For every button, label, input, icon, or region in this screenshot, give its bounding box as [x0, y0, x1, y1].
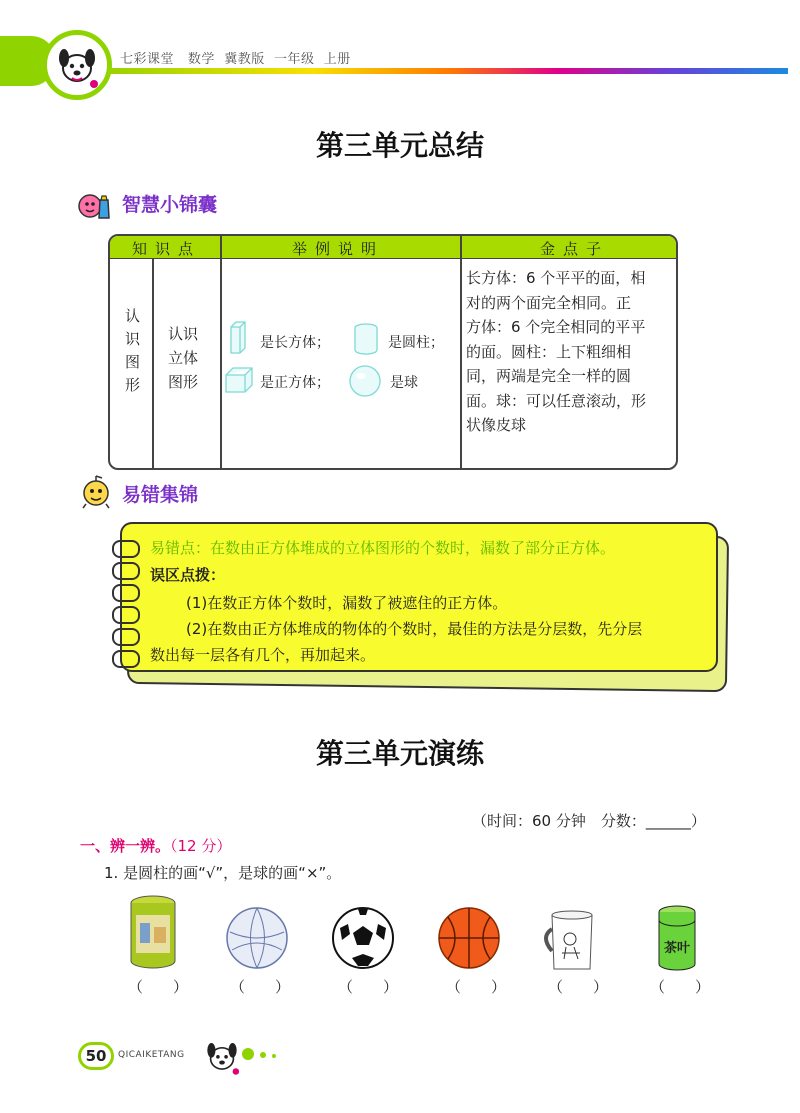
- tip-2b: 数出每一层各有几个，再加起来。: [150, 646, 376, 664]
- mug-icon: [540, 903, 610, 983]
- tip-line: 面。球：可以任意滚动，形: [466, 391, 647, 410]
- cylinder-icon: [352, 322, 380, 356]
- tip-line: 状像皮球: [466, 416, 527, 434]
- tips-text: [466, 266, 646, 438]
- answer-blank-4[interactable]: （ ）: [446, 978, 507, 996]
- notebook-ring: [112, 540, 140, 558]
- header-rainbow-bar: [108, 68, 788, 74]
- footer-dot: [260, 1052, 266, 1058]
- tin-can-cylinder-icon: [118, 893, 188, 973]
- error-text: 在数由正方体堆成的立体图形的个数时，漏数了部分正方体。: [210, 539, 616, 557]
- header-series: 七彩课堂: [120, 52, 175, 67]
- part1-title: 一、辨一辨。: [80, 837, 171, 855]
- subtopic-line: 认识: [168, 325, 199, 343]
- header-grade: 一年级: [273, 52, 315, 67]
- tip-label: 误区点拨：: [150, 566, 226, 584]
- footer-dot: [272, 1054, 276, 1058]
- subtopic-label: [168, 322, 198, 394]
- question-1: 1. 是圆柱的画“√”，是球的画“×”。: [104, 864, 342, 882]
- header-examples: 举例说明: [292, 240, 385, 258]
- answer-blank-1[interactable]: （ ）: [128, 978, 189, 996]
- column-divider: [460, 236, 462, 470]
- tip-1: (1)在数正方体个数时，漏数了被遮住的正方体。: [186, 594, 508, 612]
- practice-title: 第三单元演练: [315, 737, 484, 770]
- error-point: [150, 537, 615, 558]
- footer-brand: QICAIKETANG: [118, 1050, 185, 1060]
- notebook-ring: [112, 628, 140, 646]
- tip-line: 同，两端是完全一样的圆: [466, 367, 632, 385]
- footer-dog-mascot-icon: [200, 1034, 244, 1078]
- column-divider: [220, 236, 222, 470]
- example-cuboid: 是长方体；: [260, 335, 330, 351]
- notebook-ring: [112, 562, 140, 580]
- answer-blank-5[interactable]: （ ）: [548, 978, 609, 996]
- time-score-info: （时间：60 分钟 分数：______）: [472, 812, 706, 830]
- example-cylinder: 是圆柱；: [388, 335, 444, 351]
- section-errors-heading: 易错集锦: [122, 484, 199, 506]
- answer-blank-3[interactable]: （ ）: [338, 978, 399, 996]
- subtopic-line: 图形: [168, 373, 199, 391]
- mascot-ball-icon: [78, 474, 114, 510]
- header-subject: 数学: [187, 52, 215, 67]
- notebook-ring: [112, 650, 140, 668]
- wisdom-bag-icon: [76, 186, 112, 222]
- tip-line: 的面。圆柱：上下粗细相: [466, 342, 632, 361]
- notebook-ring: [112, 606, 140, 624]
- dog-mascot-icon: [50, 38, 104, 92]
- header-knowledge: 知识点: [132, 240, 202, 258]
- header-tips: 金点子: [540, 240, 610, 258]
- volleyball-icon: [222, 900, 292, 980]
- part1-heading: [80, 835, 231, 856]
- cuboid-icon: [228, 320, 248, 354]
- column-divider: [152, 258, 154, 470]
- header-edition: 冀教版: [224, 52, 265, 67]
- notebook-ring: [112, 584, 140, 602]
- table-header-row: [110, 236, 676, 259]
- basketball-icon: [434, 900, 504, 980]
- soccer-ball-icon: [328, 900, 398, 980]
- example-cube: 是正方体；: [260, 375, 330, 391]
- tip-line: 对的两个面完全相同。正: [466, 293, 632, 312]
- header-volume: 上册: [323, 52, 351, 67]
- example-sphere: 是球: [390, 375, 418, 391]
- page-number: 50: [78, 1042, 114, 1070]
- summary-title: 第三单元总结: [315, 129, 484, 162]
- sphere-icon: [348, 364, 382, 398]
- section-wisdom-heading: 智慧小锦囊: [122, 194, 218, 216]
- answer-blank-2[interactable]: （ ）: [230, 978, 291, 996]
- header-text: [120, 48, 351, 67]
- topic-label: 认识图形: [123, 308, 141, 400]
- error-label: 易错点：: [150, 539, 211, 557]
- subtopic-line: 立体: [168, 349, 199, 367]
- footer-dot: [242, 1048, 254, 1060]
- tip-line: 方体：6 个完全相同的平平: [466, 318, 646, 336]
- tip-2a: (2)在数由正方体堆成的物体的个数时，最佳的方法是分层数，先分层: [186, 620, 643, 638]
- cube-icon: [224, 366, 254, 394]
- tip-line: 长方体：6 个平平的面，相: [466, 269, 646, 287]
- answer-blank-6[interactable]: （ ）: [650, 978, 711, 996]
- tea-can-label: 茶叶: [664, 941, 691, 956]
- part1-score: （12 分）: [170, 837, 232, 855]
- knowledge-table: [108, 234, 678, 470]
